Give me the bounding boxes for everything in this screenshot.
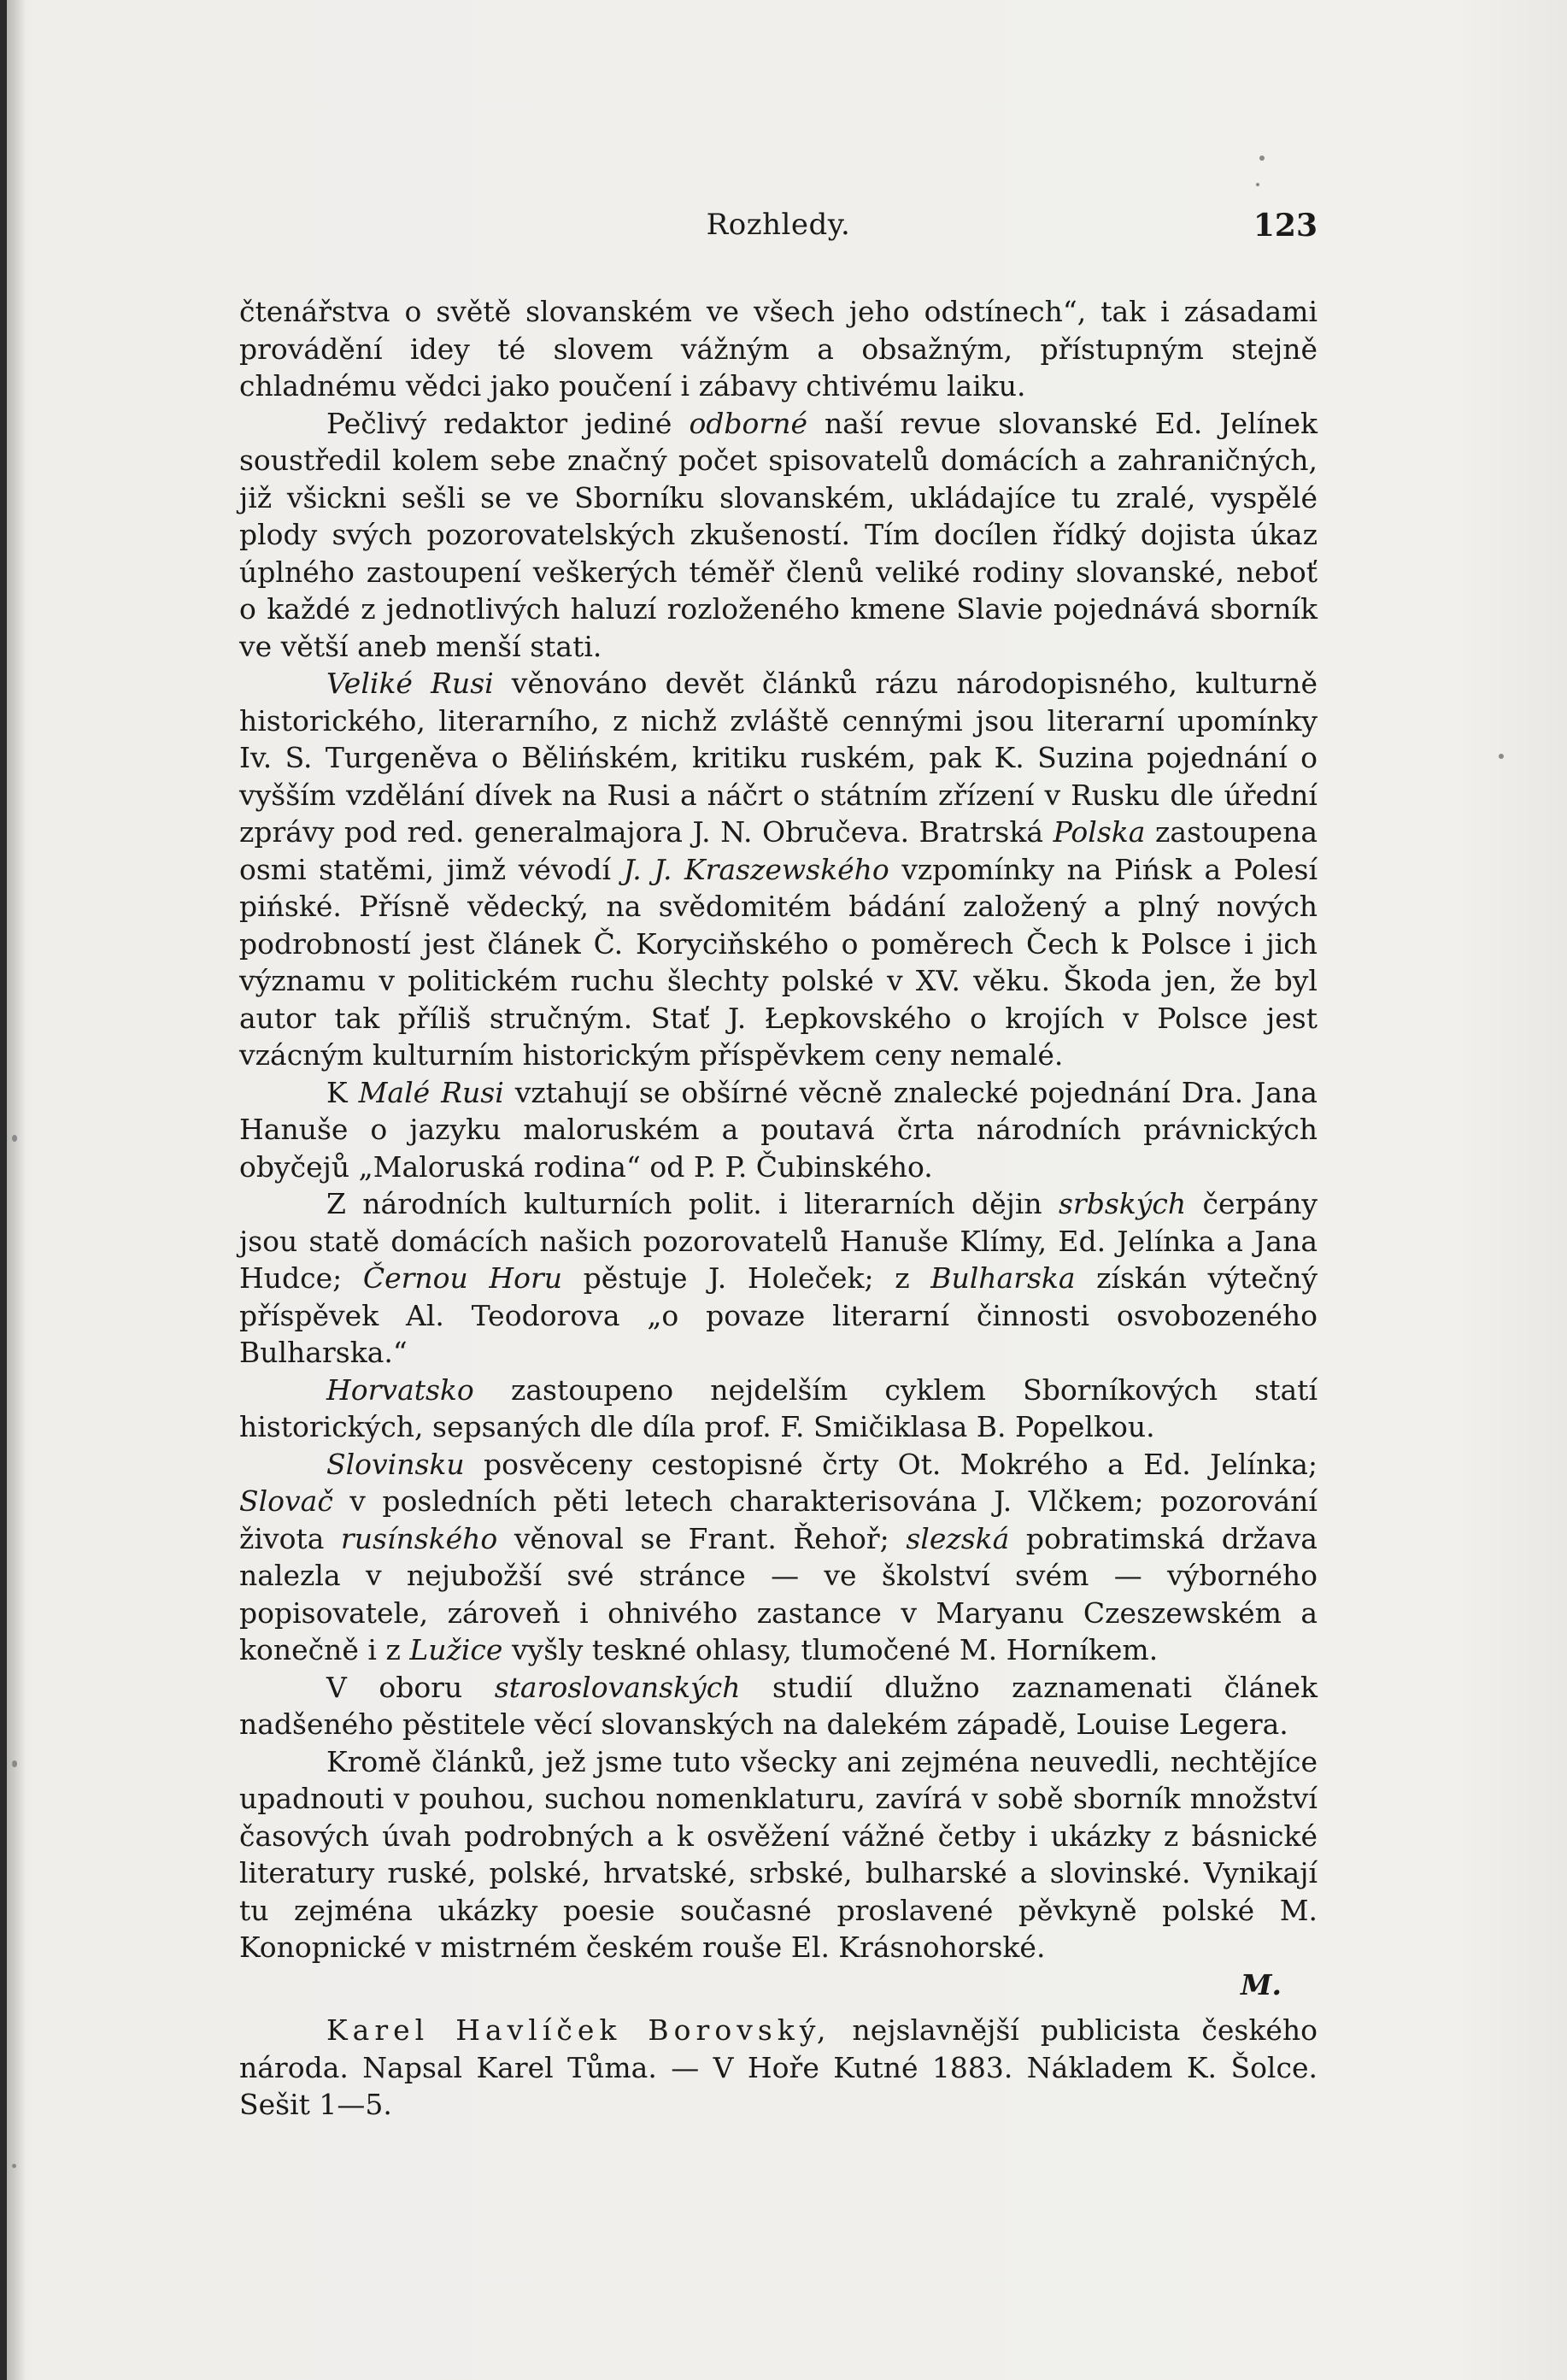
paragraph-9: Kromě článků, jež jsme tuto všecky ani zejména neuvedli, nechtějíce upadnouti v pouhou, suchou nomenklaturu, zavírá v sobě sborník množství časových úvah podrobných a k osvěžení vážné četby i ukázky z básnické literatury ruské, polské, hrvatské, srbské, bulharské a slovinské. Vynikají tu zejména ukázky poesie současné proslavené pěvkyně polské M. Konopnické v mistrném českém rouše El. Krásnohorské. (239, 1744, 1318, 1964)
paper-speck (1499, 754, 1504, 759)
text-run: v posledních pěti letech charakterisována J. Vlčkem; pozorování života (239, 1484, 1318, 1555)
emphasis: Černou Horu (362, 1261, 563, 1295)
emphasis: staroslovanských (494, 1670, 741, 1704)
emphasis: Slovinsku (326, 1447, 465, 1481)
paper-speck (12, 1135, 17, 1142)
book-spine-edge (0, 0, 7, 2380)
paragraph-6 (239, 1372, 1318, 1446)
text-run: vzpomínky na Pińsk a Polesí pińské. Přísně vědecký, na svědomitém bádání založený a plný nových podrobností jest článek Č. Koryciňského o poměrech Čech k Polsce i jich významu v politickém ruchu šlechty polské v XV. věku. Škoda jen, že byl autor tak příliš stručným. Stať J. Łepkovského o krojích v Polsce jest vzácným kulturním historickým příspěvkem ceny nemalé. (239, 852, 1318, 1072)
paragraph-8 (239, 1669, 1318, 1743)
paper-speck (1259, 156, 1265, 161)
book-entry (239, 2012, 1318, 2124)
text-run: pěstuje J. Holeček; z (562, 1261, 931, 1295)
text-run: získán výtečný příspěvek Al. Teodorova „o povaze literarní činnosti osvobozeného Bulharska.“ (239, 1261, 1318, 1369)
emphasis: Lužice (409, 1633, 503, 1666)
text-run: zastoupena osmi statěmi, jimž vévodí (239, 815, 1318, 886)
paragraph-5 (239, 1185, 1318, 1372)
book-details: nejslavnější publicista českého národa. Napsal Karel Tůma. — V Hoře Kutné 1883. Nákladem K. Šolce. Sešit 1—5. (239, 2013, 1318, 2121)
emphasis: slezská (906, 1521, 1010, 1555)
running-head: Rozhledy. (706, 208, 851, 242)
paragraph-2 (239, 405, 1318, 666)
paper-speck (1256, 183, 1259, 186)
emphasis: Veliké Rusi (326, 667, 494, 700)
emphasis: Malé Rusi (358, 1075, 504, 1109)
paper-speck (12, 1760, 17, 1767)
emphasis: srbských (1059, 1187, 1187, 1220)
signature: M. (1240, 1967, 1282, 2001)
paper-speck (12, 2164, 16, 2168)
text-run: věnoval se Frant. Řehoř; (497, 1521, 907, 1555)
emphasis: Bulharska (930, 1261, 1076, 1295)
text-run: studií dlužno zaznamenati článek nadšeného pěstitele věcí slovanských na dalekém západě, Louise Legera. (239, 1670, 1318, 1741)
article-body (239, 293, 1318, 2124)
gutter-shadow (7, 0, 26, 2380)
emphasis: odborné (689, 406, 807, 440)
text-run: čerpány jsou statě domácích našich pozorovatelů Hanuše Klímy, Ed. Jelínka a Jana Hudce; (239, 1187, 1318, 1295)
text-run: vztahují se obšírné věcně znalecké pojednání Dra. Jana Hanuše o jazyku maloruském a poutavá črta národních právnických obyčejů „Maloruská rodina“ od P. P. Čubinského. (239, 1075, 1318, 1184)
text-run: zastoupeno nejdelším cyklem Sborníkových statí historických, sepsaných dle díla prof. F. Smičiklasa B. Popelkou. (239, 1372, 1318, 1443)
emphasis: rusínského (340, 1521, 498, 1555)
paragraph-7 (239, 1446, 1318, 1669)
text-run: posvěceny cestopisné črty Ot. Mokrého a Ed. Jelínka; (464, 1447, 1318, 1481)
text-run: V oboru (326, 1670, 495, 1704)
text-run: K (326, 1075, 359, 1109)
paragraph-3 (239, 665, 1318, 1074)
page-header (239, 208, 1318, 252)
page-number: 123 (1253, 208, 1318, 244)
emphasis: Polska (1053, 815, 1146, 849)
emphasis: Slovač (239, 1484, 333, 1518)
book-title: Karel Havlíček Borovský, (326, 2013, 831, 2047)
text-run: naší revue slovanské Ed. Jelínek soustředil kolem sebe značný počet spisovatelů domácích a zahraničných, již všickni sešli se ve Sborníku slovanském, ukládajíce tu zralé, vyspělé plody svých pozorovatelských zkušeností. Tím docílen řídký dojista úkaz úplného zastoupení veškerých téměř členů veliké rodiny slovanské, neboť o každé z jednotlivých haluzí rozloženého kmene Slavie pojednává sborník ve větší aneb menší stati. (239, 406, 1318, 663)
text-run: Z národních kulturních polit. i literarních dějin (326, 1187, 1059, 1220)
text-run: vyšly teskné ohlasy, tlumočené M. Horníkem. (502, 1633, 1159, 1666)
paragraph-1: čtenářstva o světě slovanském ve všech jeho odstínech“, tak i zásadami provádění idey té slovem vážným a obsažným, přístupným stejně chladnému vědci jako poučení i zábavy chtivému laiku. (239, 295, 1318, 403)
text-run: pobratimská država nalezla v nejubožší své stránce — ve školství svém — výborného popisovatele, zároveň i ohnivého zastance v Maryanu Czeszewském a konečně i z (239, 1521, 1318, 1666)
emphasis: Horvatsko (326, 1372, 474, 1407)
emphasis: J. J. Kraszewského (623, 852, 889, 886)
paragraph-4 (239, 1074, 1318, 1186)
text-run: věnováno devět článků rázu národopisného, kulturně historického, literarního, z nichž zvláště cennými jsou literarní upomínky Iv. S. Turgeněva o Bělińském, kritiku ruském, pak K. Suzina pojednání o vyšším vzdělání dívek na Rusi a náčrt o státním zřízení v Rusku dle úřední zprávy pod red. generalmajora J. N. Obručeva. Bratrská (239, 667, 1318, 849)
text-run: Pečlivý redaktor jediné (326, 406, 690, 440)
